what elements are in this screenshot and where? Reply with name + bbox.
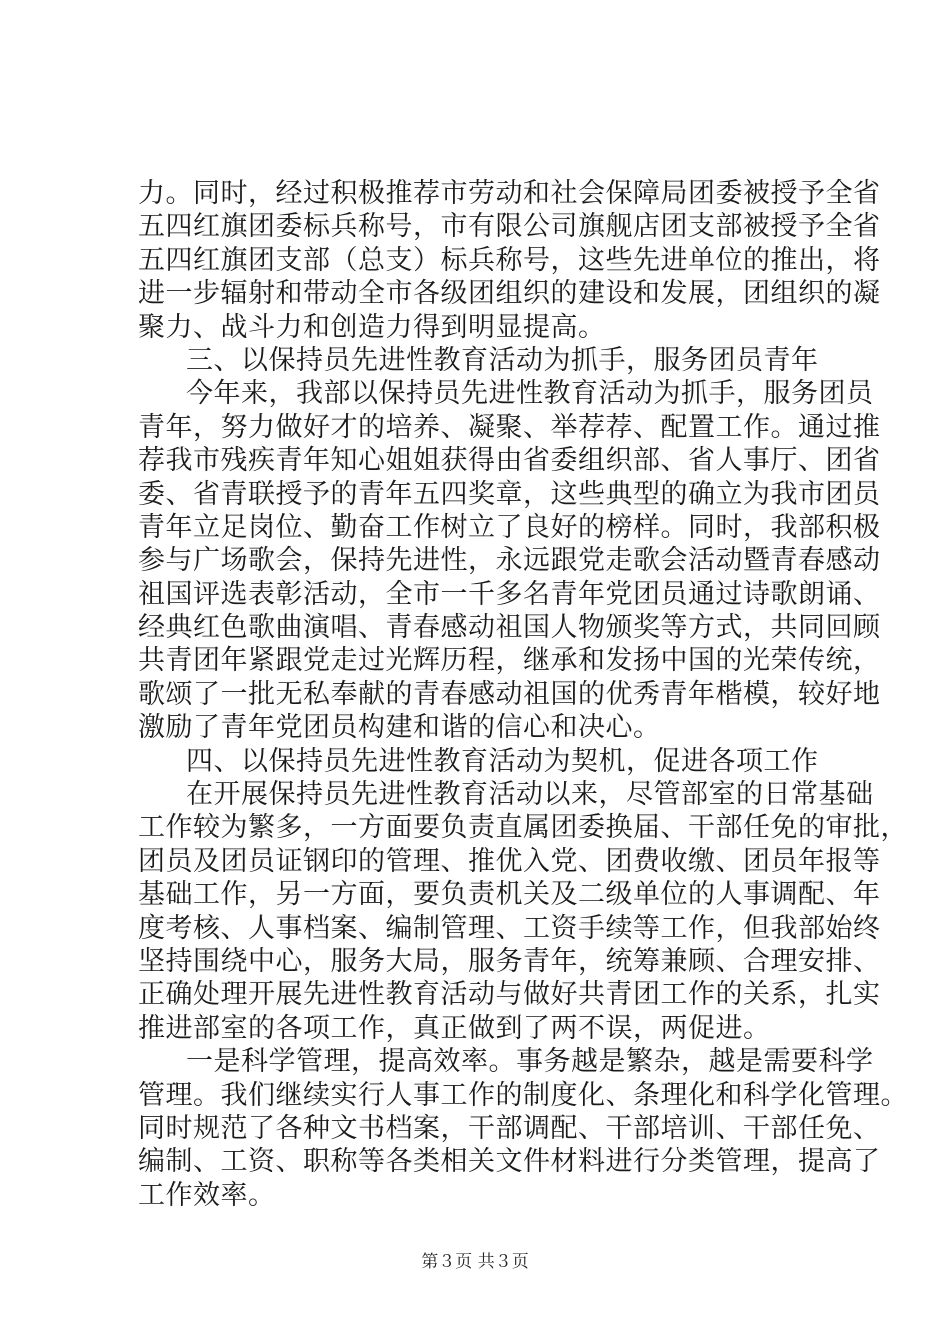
text-line: 参与广场歌会，保持先进性，永远跟党走歌会活动暨青春感动 <box>138 545 881 577</box>
text-line: 三、以保持员先进性教育活动为抓手，服务团员青年 <box>186 344 819 376</box>
text-line: 五四红旗团委标兵称号，市有限公司旗舰店团支部被授予全省 <box>138 211 881 243</box>
document-body <box>138 177 908 1212</box>
text-line: 荐我市残疾青年知心姐姐获得由省委组织部、省人事厅、团省 <box>138 445 881 477</box>
text-line: 工作较为繁多，一方面要负责直属团委换届、干部任免的审批， <box>138 812 908 844</box>
text-line: 基础工作，另一方面，要负责机关及二级单位的人事调配、年 <box>138 879 881 911</box>
page-footer: 第３页 共３页 <box>421 1252 529 1272</box>
text-line: 聚力、战斗力和创造力得到明显提高。 <box>138 311 606 343</box>
text-line: 一是科学管理，提高效率。事务越是繁杂，越是需要科学 <box>186 1046 874 1078</box>
text-line: 编制、工资、职称等各类相关文件材料进行分类管理，提高了 <box>138 1146 881 1178</box>
text-line: 坚持围绕中心，服务大局，服务青年，统筹兼顾、合理安排、 <box>138 945 881 977</box>
text-line: 正确处理开展先进性教育活动与做好共青团工作的关系，扎实 <box>138 979 881 1011</box>
text-line: 同时规范了各种文书档案，干部调配、干部培训、干部任免、 <box>138 1112 881 1144</box>
text-line: 经典红色歌曲演唱、青春感动祖国人物颁奖等方式，共同回顾 <box>138 612 881 644</box>
text-line: 共青团年紧跟党走过光辉历程，继承和发扬中国的光荣传统， <box>138 645 881 677</box>
text-line: 团员及团员证钢印的管理、推优入党、团费收缴、团员年报等 <box>138 845 881 877</box>
text-line: 进一步辐射和带动全市各级团组织的建设和发展，团组织的凝 <box>138 278 881 310</box>
text-line: 歌颂了一批无私奉献的青春感动祖国的优秀青年楷模，较好地 <box>138 678 881 710</box>
text-line: 五四红旗团支部（总支）标兵称号，这些先进单位的推出，将 <box>138 244 881 276</box>
text-line: 四、以保持员先进性教育活动为契机，促进各项工作 <box>186 745 819 777</box>
text-line: 度考核、人事档案、编制管理、工资手续等工作，但我部始终 <box>138 912 881 944</box>
text-line: 推进部室的各项工作，真正做到了两不误，两促进。 <box>138 1012 771 1044</box>
text-line: 力。同时，经过积极推荐市劳动和社会保障局团委被授予全省 <box>138 178 881 209</box>
text-line: 在开展保持员先进性教育活动以来，尽管部室的日常基础 <box>186 779 874 811</box>
text-line: 青年立足岗位、勤奋工作树立了良好的榜样。同时，我部积极 <box>138 511 881 543</box>
text-line: 管理。我们继续实行人事工作的制度化、条理化和科学化管理。 <box>138 1079 908 1111</box>
text-line: 委、省青联授予的青年五四奖章，这些典型的确立为我市团员 <box>138 478 881 510</box>
text-line: 祖国评选表彰活动，全市一千多名青年党团员通过诗歌朗诵、 <box>138 578 881 610</box>
text-line: 青年，努力做好才的培养、凝聚、举荐荐、配置工作。通过推 <box>138 411 881 443</box>
text-line: 激励了青年党团员构建和谐的信心和决心。 <box>138 712 661 744</box>
text-line: 工作效率。 <box>138 1179 276 1211</box>
text-line: 今年来，我部以保持员先进性教育活动为抓手，服务团员 <box>186 378 874 410</box>
